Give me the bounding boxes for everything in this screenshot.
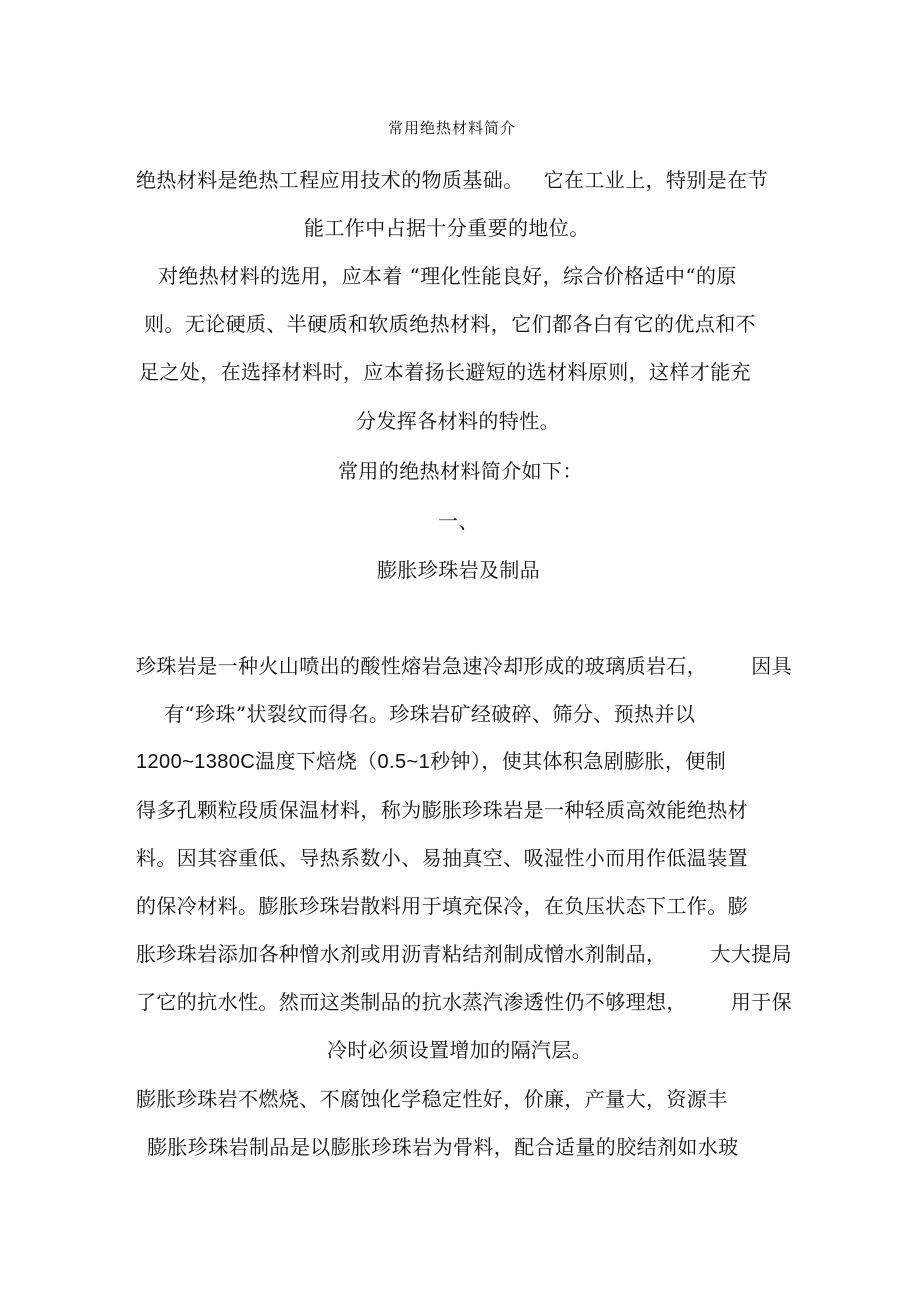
perlite-line-3: 1200~1380C温度下焙烧（0.5~1秒钟），使其体积急剧膨胀，便制 [136,751,727,773]
section-number: 一、 [438,509,479,533]
perlite-line-7a: 胀珍珠岩添加各种憎水剂或用沥青粘结剂制成憎水剂制品， [136,942,667,966]
perlite-line-6: 的保冷材料。膨胀珍珠岩散料用于填充保冷，在负压状态下工作。膨 [136,894,748,918]
selection-line-1: 对绝热材料的选用，应本着 “理化性能良好，综合价格适中“的原 [158,264,737,288]
perlite-line-5: 料。因其容重低、导热系数小、易抽真空、吸湿性小而用作低温装置 [136,846,748,870]
selection-line-4: 分发挥各材料的特性。 [356,409,560,433]
perlite-line-1a: 珍珠岩是一种火山喷出的酸性熔岩急速冷却形成的玻璃质岩石， [136,654,708,678]
document-title: 常用绝热材料简介 [388,119,517,137]
selection-line-2: 则。无论硬质、半硬质和软质绝热材料，它们都各白有它的优点和不 [144,312,756,336]
perlite-line-4: 得多孔颗粒段质保温材料，称为膨胀珍珠岩是一种轻质高效能绝热材 [136,798,748,822]
intro-line-1a: 绝热材料是绝热工程应用技术的物质基础。 [136,168,524,192]
section-title: 膨胀珍珠岩及制品 [377,558,541,582]
perlite-line-7 [136,941,792,967]
perlite-line-2: 有“珍珠”状裂纹而得名。珍珠岩矿经破碎、筛分、预热并以 [164,702,696,726]
intro-line-1 [136,167,768,193]
summary-heading: 常用的绝热材料简介如下： [338,459,583,483]
intro-line-2: 能工作中占据十分重要的地位。 [304,216,590,240]
perlite-line-9: 冷时必须设置增加的隔汽层。 [327,1038,593,1062]
perlite-line-8a: 了它的抗水性。然而这类制品的抗水蒸汽渗透性仍不够理想， [136,990,687,1014]
perlite-line-8b: 用于保 [730,990,793,1014]
perlite-line-1b: 因具 [751,654,793,678]
properties-line-1: 膨胀珍珠岩不燃烧、不腐蚀化学稳定性好，价廉，产量大，资源丰 [136,1087,728,1111]
perlite-line-7b: 大大提局 [710,942,793,966]
properties-line-2: 膨胀珍珠岩制品是以膨胀珍珠岩为骨料，配合适量的胶结剂如水玻 [147,1135,739,1159]
selection-line-3: 足之处，在选择材料时，应本着扬长避短的选材料原则，这样才能充 [139,360,751,384]
perlite-line-8 [136,989,792,1015]
perlite-line-1 [136,653,792,679]
intro-line-1b: 它在工业上，特别是在节 [543,168,769,192]
